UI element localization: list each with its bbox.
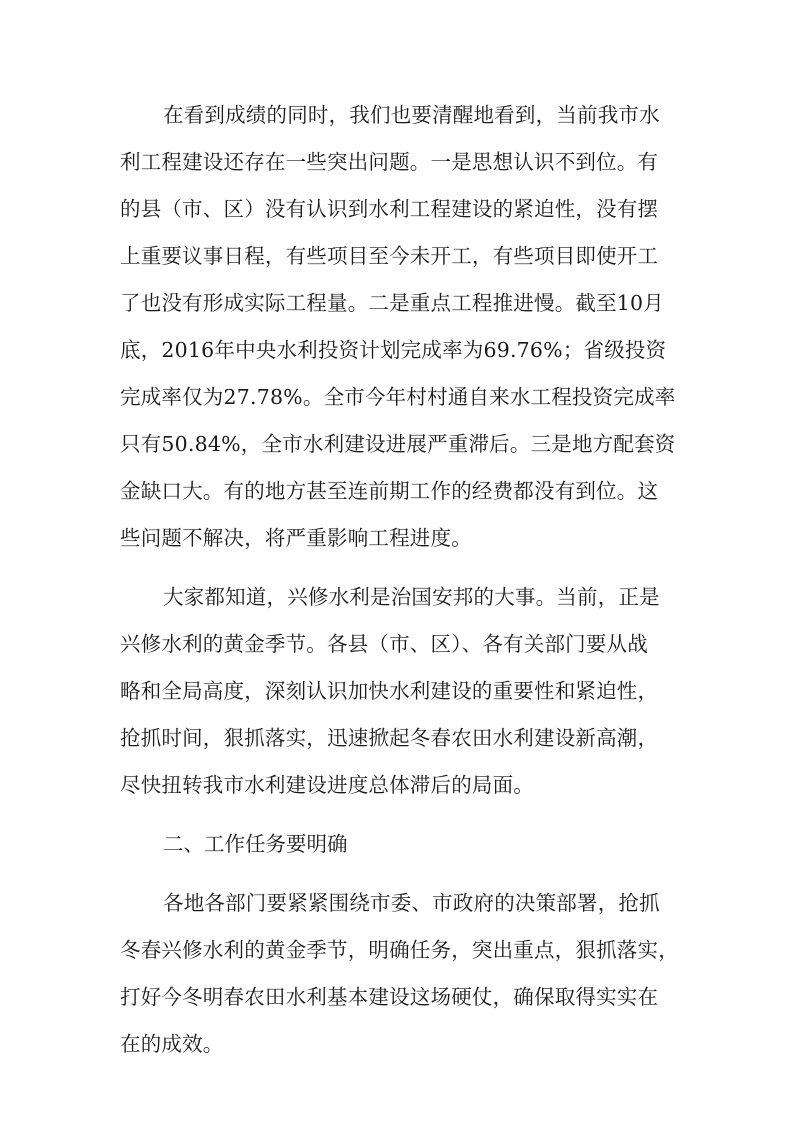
paragraph-line: 底，2016年中央水利投资计划完成率为69.76%；省级投资 <box>120 338 667 362</box>
paragraph-line: 各地各部门要紧紧围绕市委、市政府的决策部署，抢抓 <box>163 891 660 915</box>
paragraph-spacer <box>120 809 676 821</box>
paragraph-1 <box>120 92 676 562</box>
paragraph-line: 在看到成绩的同时，我们也要清醒地看到，当前我市水 <box>163 103 660 127</box>
paragraph-line: 抢抓时间，狠抓落实，迅速掀起冬春农田水利建设新高潮， <box>120 726 659 750</box>
paragraph-line: 在的成效。 <box>120 1032 224 1056</box>
paragraph-spacer <box>120 562 676 574</box>
paragraph-line: 略和全局高度，深刻认识加快水利建设的重要性和紧迫性， <box>120 679 659 703</box>
paragraph-line: 打好今冬明春农田水利基本建设这场硬仗，确保取得实实在 <box>120 985 659 1009</box>
paragraph-line: 了也没有形成实际工程量。二是重点工程推进慢。截至10月 <box>120 291 664 315</box>
paragraph-line: 金缺口大。有的地方甚至连前期工作的经费都没有到位。这 <box>120 479 659 503</box>
paragraph-line: 冬春兴修水利的黄金季节，明确任务，突出重点，狠抓落实， <box>120 938 679 962</box>
document-body <box>120 92 679 1068</box>
paragraph-line: 完成率仅为27.78%。全市今年村村通自来水工程投资完成率 <box>120 385 676 409</box>
paragraph-spacer <box>120 868 676 880</box>
paragraph-line: 上重要议事日程，有些项目至今未开工，有些项目即使开工 <box>120 244 659 268</box>
paragraph-2 <box>120 574 676 809</box>
paragraph-line: 尽快扭转我市水利建设进度总体滞后的局面。 <box>120 773 534 797</box>
paragraph-line: 的县（市、区）没有认识到水利工程建设的紧迫性，没有摆 <box>120 197 659 221</box>
paragraph-line: 大家都知道，兴修水利是治国安邦的大事。当前，正是 <box>163 585 660 609</box>
section-heading: 二、工作任务要明确 <box>163 832 348 856</box>
paragraph-3 <box>120 880 679 1068</box>
paragraph-line: 利工程建设还存在一些突出问题。一是思想认识不到位。有 <box>120 150 659 174</box>
paragraph-line: 兴修水利的黄金季节。各县（市、区）、各有关部门要从战 <box>120 632 648 656</box>
paragraph-line: 只有50.84%，全市水利建设进展严重滞后。三是地方配套资 <box>120 432 676 456</box>
paragraph-line: 些问题不解决，将严重影响工程进度。 <box>120 526 472 550</box>
